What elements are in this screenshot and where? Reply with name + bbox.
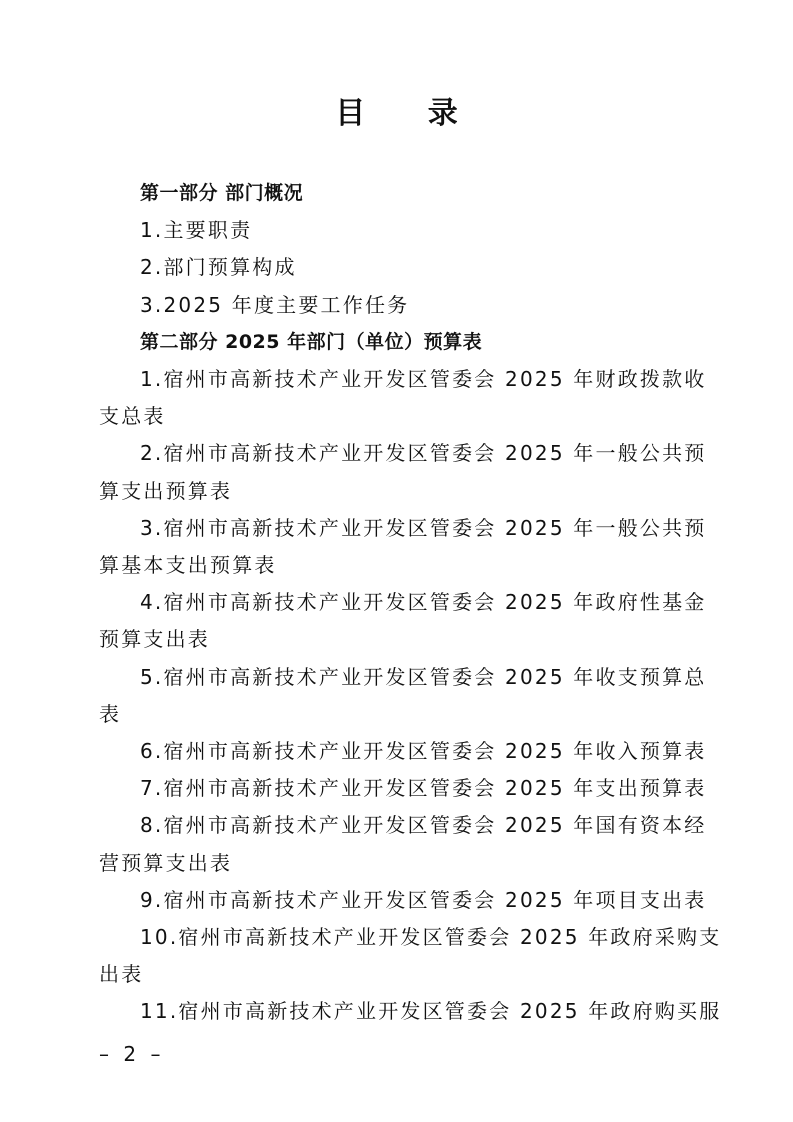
- toc-item-responsibilities: 1.主要职责: [140, 218, 253, 243]
- toc-item-9: 9.宿州市高新技术产业开发区管委会 2025 年项目支出表: [140, 887, 707, 912]
- toc-item-2: 2.宿州市高新技术产业开发区管委会 2025 年一般公共预: [140, 441, 707, 466]
- toc-item-8-continued: 营预算支出表: [99, 850, 233, 875]
- table-of-contents: [99, 175, 722, 1031]
- toc-item-3-continued: 算基本支出预算表: [99, 553, 277, 578]
- toc-item-1: 1.宿州市高新技术产业开发区管委会 2025 年财政拨款收: [140, 367, 707, 392]
- toc-item-5-continued: 表: [99, 701, 122, 726]
- toc-item-8: 8.宿州市高新技术产业开发区管委会 2025 年国有资本经: [140, 813, 707, 838]
- page-title: 目 录: [335, 96, 484, 131]
- toc-item-10: 10.宿州市高新技术产业开发区管委会 2025 年政府采购支: [140, 925, 722, 950]
- toc-item-3: 3.宿州市高新技术产业开发区管委会 2025 年一般公共预: [140, 515, 707, 540]
- toc-item-7: 7.宿州市高新技术产业开发区管委会 2025 年支出预算表: [140, 776, 707, 801]
- toc-item-1-continued: 支总表: [99, 404, 166, 429]
- toc-item-10-continued: 出表: [99, 962, 144, 987]
- toc-item-work-tasks: 3.2025 年度主要工作任务: [140, 292, 410, 317]
- toc-item-4: 4.宿州市高新技术产业开发区管委会 2025 年政府性基金: [140, 590, 707, 615]
- toc-item-2-continued: 算支出预算表: [99, 478, 233, 503]
- toc-item-budget-composition: 2.部门预算构成: [140, 255, 297, 280]
- page-number: – 2 –: [99, 1042, 165, 1066]
- toc-item-4-continued: 预算支出表: [99, 627, 210, 652]
- toc-part1-heading: 第一部分 部门概况: [140, 182, 304, 204]
- toc-item-6: 6.宿州市高新技术产业开发区管委会 2025 年收入预算表: [140, 739, 707, 764]
- toc-item-11: 11.宿州市高新技术产业开发区管委会 2025 年政府购买服: [140, 999, 722, 1024]
- toc-part2-heading: 第二部分 2025 年部门（单位）预算表: [140, 330, 483, 353]
- toc-item-5: 5.宿州市高新技术产业开发区管委会 2025 年收支预算总: [140, 664, 707, 689]
